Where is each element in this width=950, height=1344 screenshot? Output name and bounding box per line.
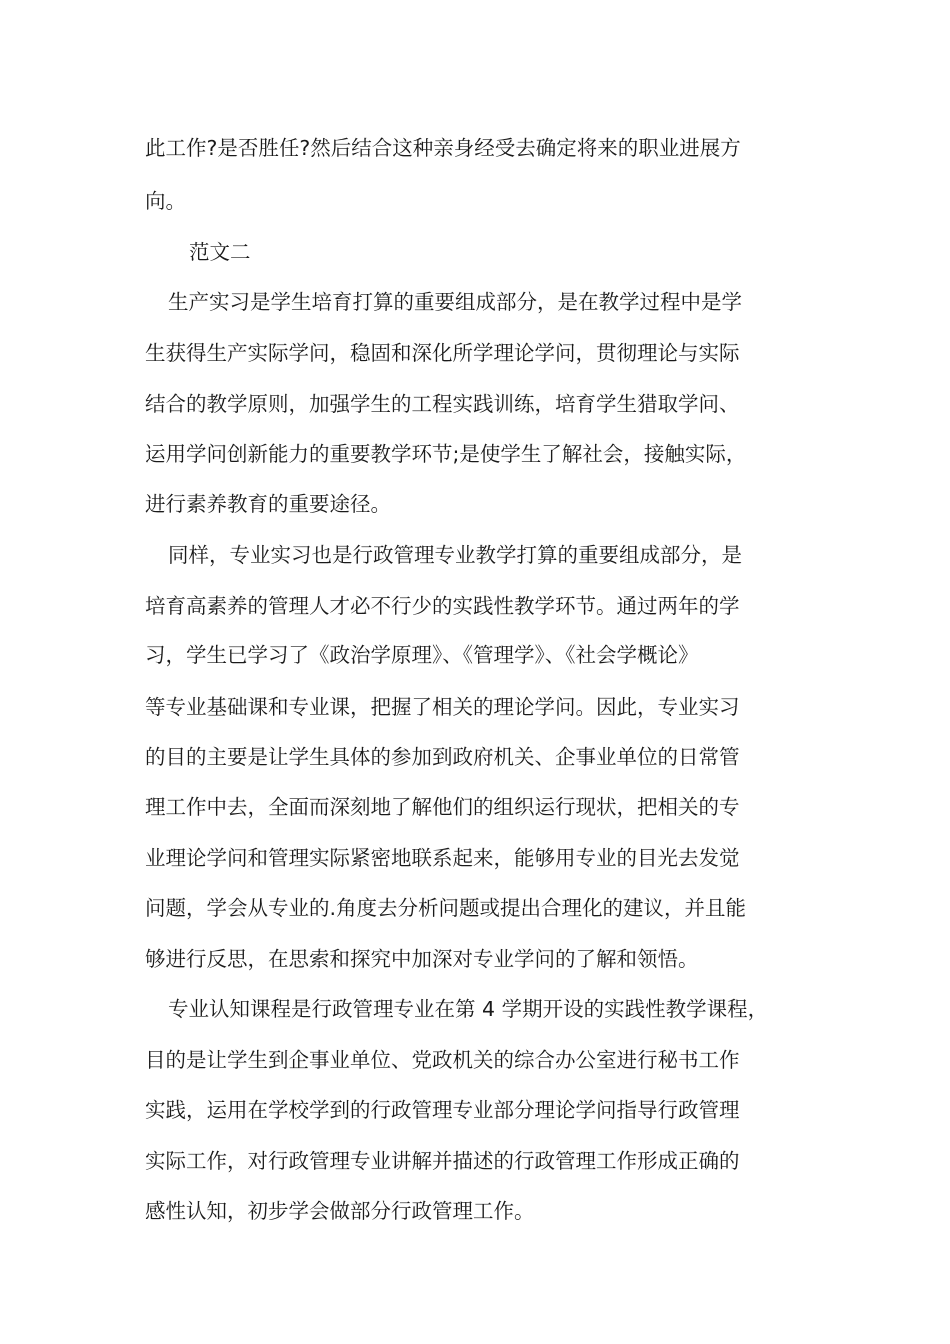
paragraph-line: 结合的教学原则，加强学生的工程实践训练，培育学生猎取学问、 — [145, 392, 740, 416]
paragraph-line: 感性认知，初步学会做部分行政管理工作。 — [145, 1199, 535, 1223]
paragraph-line: 习，学生已学习了《政治学原理》、《管理学》、《社会学概论》 — [145, 643, 699, 667]
paragraph-line: 运用学问创新能力的重要教学环节;是使学生了解社会，接触实际， — [145, 442, 747, 466]
paragraph-line: 问题，学会从专业的.角度去分析问题或提出合理化的建议，并且能 — [145, 896, 747, 920]
paragraph-line: 专业认知课程是行政管理专业在第 4 学期开设的实践性教学课程， — [168, 997, 769, 1021]
paragraph-line: 够进行反思，在思索和探究中加深对专业学问的了解和领悟。 — [145, 947, 699, 971]
section-heading: 范文二 — [189, 240, 251, 264]
paragraph-line: 培育高素养的管理人才必不行少的实践性教学环节。通过两年的学 — [145, 594, 740, 618]
paragraph-line: 进行素养教育的重要途径。 — [145, 492, 391, 516]
paragraph-line: 实践，运用在学校学到的行政管理专业部分理论学问指导行政管理 — [145, 1098, 740, 1122]
paragraph-line: 的目的主要是让学生具体的参加到政府机关、企事业单位的日常管 — [145, 745, 740, 769]
paragraph-line: 业理论学问和管理实际紧密地联系起来，能够用专业的目光去发觉 — [145, 846, 740, 870]
paragraph-line: 向。 — [145, 189, 186, 213]
paragraph-line: 实际工作，对行政管理专业讲解并描述的行政管理工作形成正确的 — [145, 1149, 740, 1173]
paragraph-line: 同样，专业实习也是行政管理专业教学打算的重要组成部分，是 — [168, 543, 742, 567]
paragraph-line: 生获得生产实际学问，稳固和深化所学理论学问，贯彻理论与实际 — [145, 341, 740, 365]
paragraph-line: 理工作中去，全面而深刻地了解他们的组织运行现状，把相关的专 — [145, 795, 740, 819]
paragraph-line: 目的是让学生到企事业单位、党政机关的综合办公室进行秘书工作 — [145, 1048, 740, 1072]
paragraph-line: 等专业基础课和专业课，把握了相关的理论学问。因此，专业实习 — [145, 695, 740, 719]
paragraph-line: 生产实习是学生培育打算的重要组成部分，是在教学过程中是学 — [168, 290, 742, 314]
paragraph-line: 此工作?是否胜任?然后结合这种亲身经受去确定将来的职业进展方 — [145, 136, 741, 160]
